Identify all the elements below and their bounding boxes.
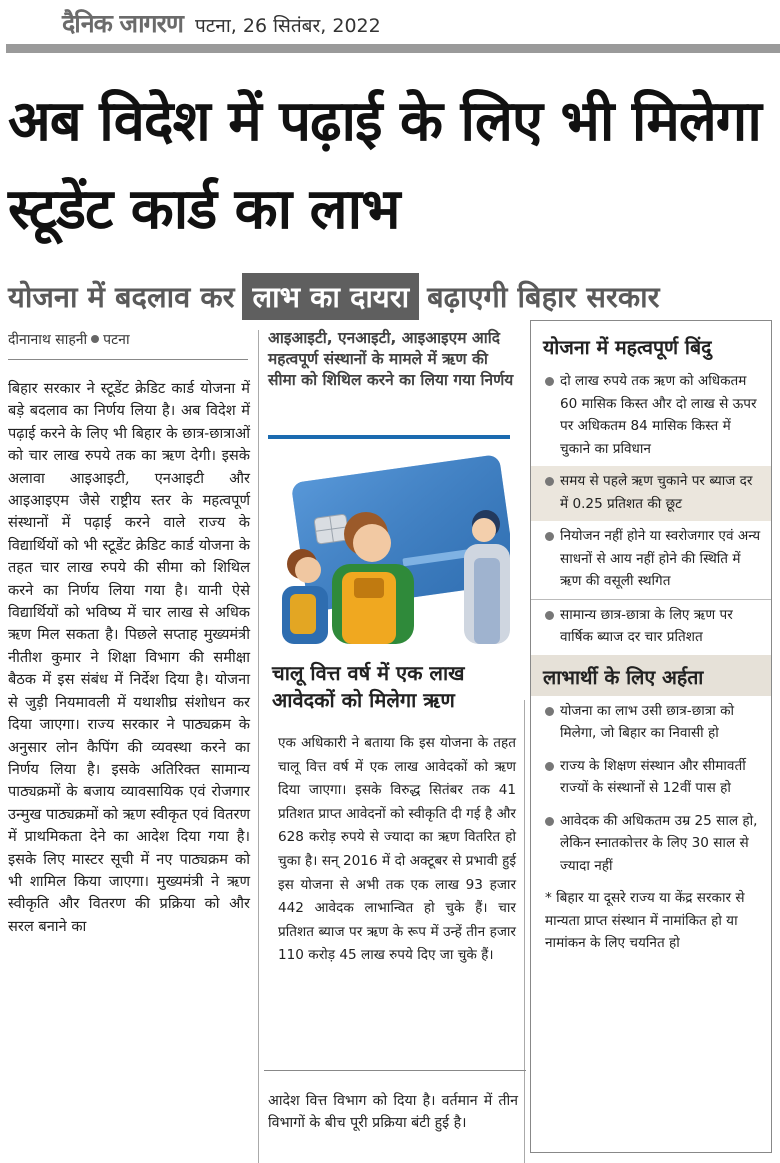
subheadline-2: चालू वित्त वर्ष में एक लाख आवेदकों को मिलेगा ऋण <box>272 661 465 712</box>
sidebar-box <box>530 320 772 1153</box>
bullet-icon <box>545 532 554 541</box>
bullet-icon <box>545 762 554 771</box>
eligibility-point: राज्य के शिक्षण संस्थान और सीमावर्ती राज्यों के संस्थानों से 12वीं पास हो <box>531 751 771 806</box>
article-column-1: बिहार सरकार ने स्टूडेंट क्रेडिट कार्ड योजना में बड़े बदलाव का निर्णय लिया है। अब विदेश में पढ़ाई करने के लिए भी बिहार के छात्र-छात्राओं को चार लाख रुपये तक का ऋण देगी। इसके अलावा आइआइटी, एनआइटी और आइआइएम जैसे राष्ट्रीय स्तर के महत्वपूर्ण संस्थानों में पढ़ाई करने वाले राज्य के विद्यार्थियों को भी स्टूडेंट क्रेडिट कार्ड योजना के तहत चार लाख रुपये की सीमा को शिथिल करने का निर्णय लिया गया है। यानी ऐसे विद्यार्थियों को भविष्य में चार लाख से अधिक ऋण मिल सकता है। पिछले सप्ताह मुख्यमंत्री नीतीश कुमार ने शिक्षा विभाग की समीक्षा बैठक में इस संबंध में निर्देश दिया है। योजना से जुड़ी नियमावली में यथाशीघ्र संशोधन कर दिया जाएगा। राज्य सरकार ने पाठ्यक्रम के अनुसार लोन कैपिंग की व्यवस्था करने का निर्णय लिया है। इसके अतिरिक्त सामान्य पाठ्यक्रमों के बजाय व्यावसायिक एवं रोजगार उन्मुख पाठ्यक्रमों को ऋण स्वीकृत एवं वितरण में प्राथमिकता देने का आदेश दिया गया है। इसके लिए मास्टर सूची में नए पाठ्यक्रम को भी शामिल किया जाएगा। मुख्यमंत्री ने ऋण स्वीकृति और वितरण की प्रक्रिया को और सरल बनाने का <box>8 380 250 935</box>
student-card-illustration <box>268 446 510 644</box>
subhead-boxed: लाभ का दायरा <box>242 273 419 320</box>
subhead-part2: बढ़ाएगी बिहार सरकार <box>427 279 660 314</box>
kicker-text: आइआइटी, एनआइटी, आइआइएम आदि महत्वपूर्ण संस्थानों के मामले में ऋण की सीमा को शिथिल करने का लिया गया निर्णय <box>268 329 514 389</box>
section-rule <box>264 1070 526 1071</box>
subheadline <box>8 268 660 324</box>
sidebar-point: सामान्य छात्र-छात्रा के लिए ऋण पर वार्षिक ब्याज दर चार प्रतिशत <box>531 600 771 655</box>
headline: अब विदेश में पढ़ाई के लिए भी मिलेगा स्टूडेंट कार्ड का लाभ <box>8 89 761 242</box>
illustration-graphic <box>268 446 510 644</box>
byline-place: पटना <box>103 332 130 348</box>
sidebar-point: दो लाख रुपये तक ऋण को अधिकतम 60 मासिक किस्त और दो लाख से ऊपर पर अधिकतम 84 मासिक किस्त में चुकाने का प्रविधान <box>531 366 771 466</box>
article-column-2-continued: आदेश वित्त विभाग को दिया है। वर्तमान में तीन विभागों के बीच पूरी प्रक्रिया बंटी हुई है। <box>268 1093 518 1132</box>
bullet-icon <box>545 707 554 716</box>
byline-author: दीनानाथ साहनी <box>8 332 88 348</box>
sidebar-title-eligibility: लाभार्थी के लिए अर्हता <box>531 655 771 696</box>
masthead <box>62 6 381 40</box>
bullet-icon <box>91 335 99 343</box>
bullet-icon <box>545 377 554 386</box>
eligibility-point: योजना का लाभ उसी छात्र-छात्रा को मिलेगा, जो बिहार का निवासी हो <box>531 696 771 751</box>
sidebar-point: नियोजन नहीं होने या स्वरोजगार एवं अन्य साधनों से आय नहीं होने की स्थिति में ऋण की वसूली स्थगित <box>531 521 771 599</box>
column-divider <box>524 700 525 1163</box>
sidebar-point: समय से पहले ऋण चुकाने पर ब्याज दर में 0.25 प्रतिशत की छूट <box>531 466 771 521</box>
newspaper-logo: दैनिक जागरण <box>62 9 183 38</box>
byline <box>8 330 248 360</box>
kicker-rule <box>268 435 510 439</box>
subhead-part1: योजना में बदलाव कर <box>8 279 235 314</box>
eligibility-note: * बिहार या दूसरे राज्य या केंद्र सरकार से मान्यता प्राप्त संस्थान में नामांकित हो या नामांकन के लिए चयनित हो <box>545 890 745 951</box>
article-column-2: एक अधिकारी ने बताया कि इस योजना के तहत चालू वित्त वर्ष में एक लाख आवेदकों को ऋण दिया जाएगा। इसके विरुद्ध सितंबर तक 41 प्रतिशत प्राप्त आवेदनों को स्वीकृति दी गई है और 628 करोड़ रुपये से ज्यादा का ऋण वितरित हो चुका है। सन् 2016 में दो अक्टूबर से प्रभावी हुई इस योजना से अभी तक एक लाख 93 हजार 442 आवेदक लाभान्वित हो चुके हैं। चार प्रतिशत ब्याज पर ऋण के रूप में उन्हें तीन हजार 110 करोड़ 45 लाख रुपये दिए जा चुके हैं। <box>278 735 516 964</box>
bullet-icon <box>545 817 554 826</box>
column-divider <box>258 330 259 1163</box>
bullet-icon <box>545 611 554 620</box>
eligibility-point: आवेदक की अधिकतम उम्र 25 साल हो, लेकिन स्नातकोत्तर के लिए 30 साल से ज्यादा नहीं <box>531 806 771 884</box>
masthead-rule <box>6 44 780 53</box>
dateline: पटना, 26 सितंबर, 2022 <box>194 15 381 37</box>
sidebar-title-key-points: योजना में महत्वपूर्ण बिंदु <box>543 336 712 359</box>
bullet-icon <box>545 477 554 486</box>
